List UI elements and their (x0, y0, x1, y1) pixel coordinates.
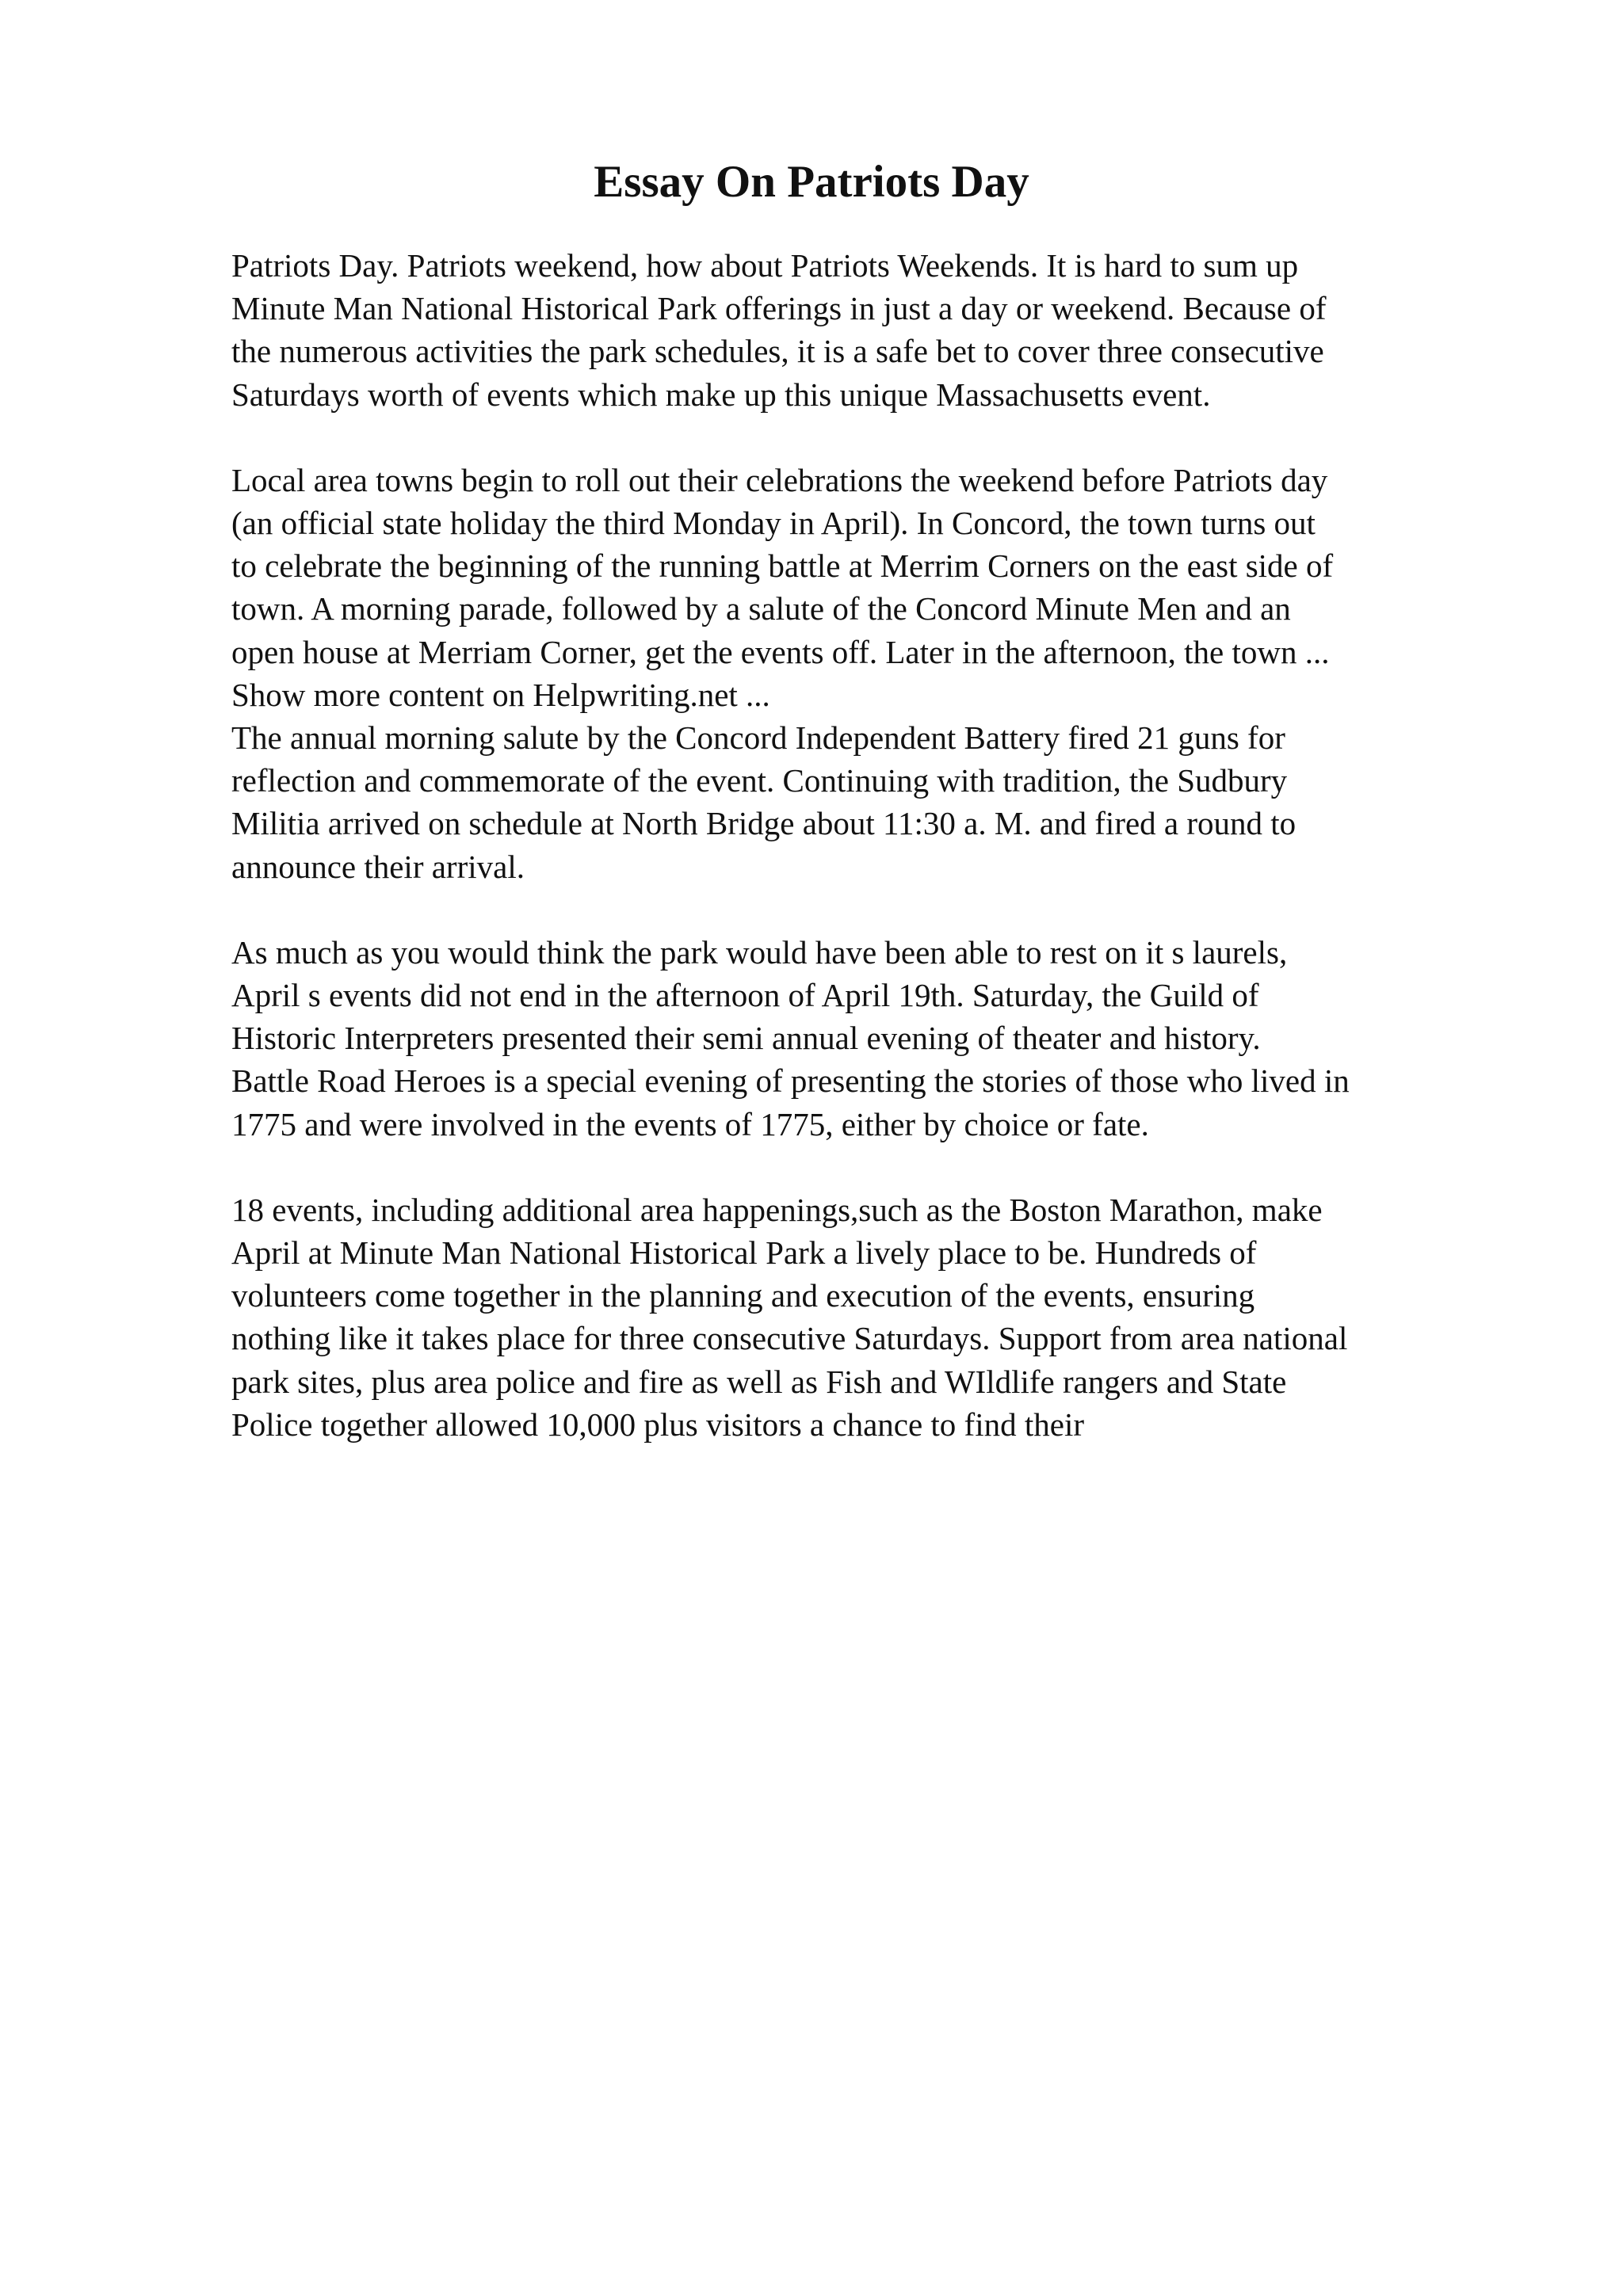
text-line: park sites, plus area police and fire as well as Fish and WIldlife rangers and State (231, 1363, 1287, 1400)
text-line: As much as you would think the park would have been able to rest on it s laurels, (231, 933, 1288, 971)
text-line: Militia arrived on schedule at North Bridge about 11:30 a. M. and fired a round to (231, 805, 1296, 842)
text-line: reflection and commemorate of the event. Continuing with tradition, the Sudbury (231, 762, 1288, 799)
text-line: volunteers come together in the planning and execution of the events, ensuring (231, 1277, 1255, 1314)
text-line: (an official state holiday the third Monday in April). In Concord, the town turns out (231, 505, 1316, 542)
text-line: 18 events, including additional area happenings,such as the Boston Marathon, make (231, 1191, 1323, 1228)
text-line: The annual morning salute by the Concord Independent Battery fired 21 guns for (231, 719, 1285, 757)
text-line: Historic Interpreters presented their semi annual evening of theater and history. (231, 1020, 1261, 1057)
text-line: Battle Road Heroes is a special evening of presenting the stories of those who lived in (231, 1062, 1350, 1100)
text-line: Local area towns begin to roll out their celebrations the weekend before Patriots day (231, 461, 1328, 498)
text-line: open house at Merriam Corner, get the events off. Later in the afternoon, the town ... (231, 633, 1330, 670)
paragraph-3 (231, 716, 1515, 888)
text-line: April s events did not end in the afternoon of April 19th. Saturday, the Guild of (231, 977, 1259, 1014)
text-line: Minute Man National Historical Park offerings in just a day or weekend. Because of (231, 290, 1327, 327)
text-line: town. A morning parade, followed by a salute of the Concord Minute Men and an (231, 590, 1291, 627)
paragraph-4 (231, 931, 1515, 1146)
essay-body (231, 244, 1515, 1446)
text-line: Police together allowed 10,000 plus visitors a chance to find their (231, 1405, 1084, 1443)
paragraph-5 (231, 1188, 1515, 1446)
text-line: 1775 and were involved in the events of 1775, either by choice or fate. (231, 1105, 1149, 1142)
paragraph-2 (231, 459, 1515, 716)
show-more-link[interactable]: Show more content on Helpwriting.net ... (231, 676, 770, 713)
text-line: announce their arrival. (231, 848, 525, 885)
page-title: Essay On Patriots Day (594, 157, 1029, 207)
text-line: April at Minute Man National Historical Park a lively place to be. Hundreds of (231, 1234, 1257, 1272)
text-line: Saturdays worth of events which make up this unique Massachusetts event. (231, 376, 1211, 413)
text-line: nothing like it takes place for three consecutive Saturdays. Support from area national (231, 1320, 1348, 1357)
paragraph-1 (231, 244, 1515, 416)
text-line: the numerous activities the park schedules, it is a safe bet to cover three consecutive (231, 333, 1324, 370)
text-line: Patriots Day. Patriots weekend, how about Patriots Weekends. It is hard to sum up (231, 247, 1299, 284)
text-line: to celebrate the beginning of the running battle at Merrim Corners on the east side of (231, 547, 1334, 585)
